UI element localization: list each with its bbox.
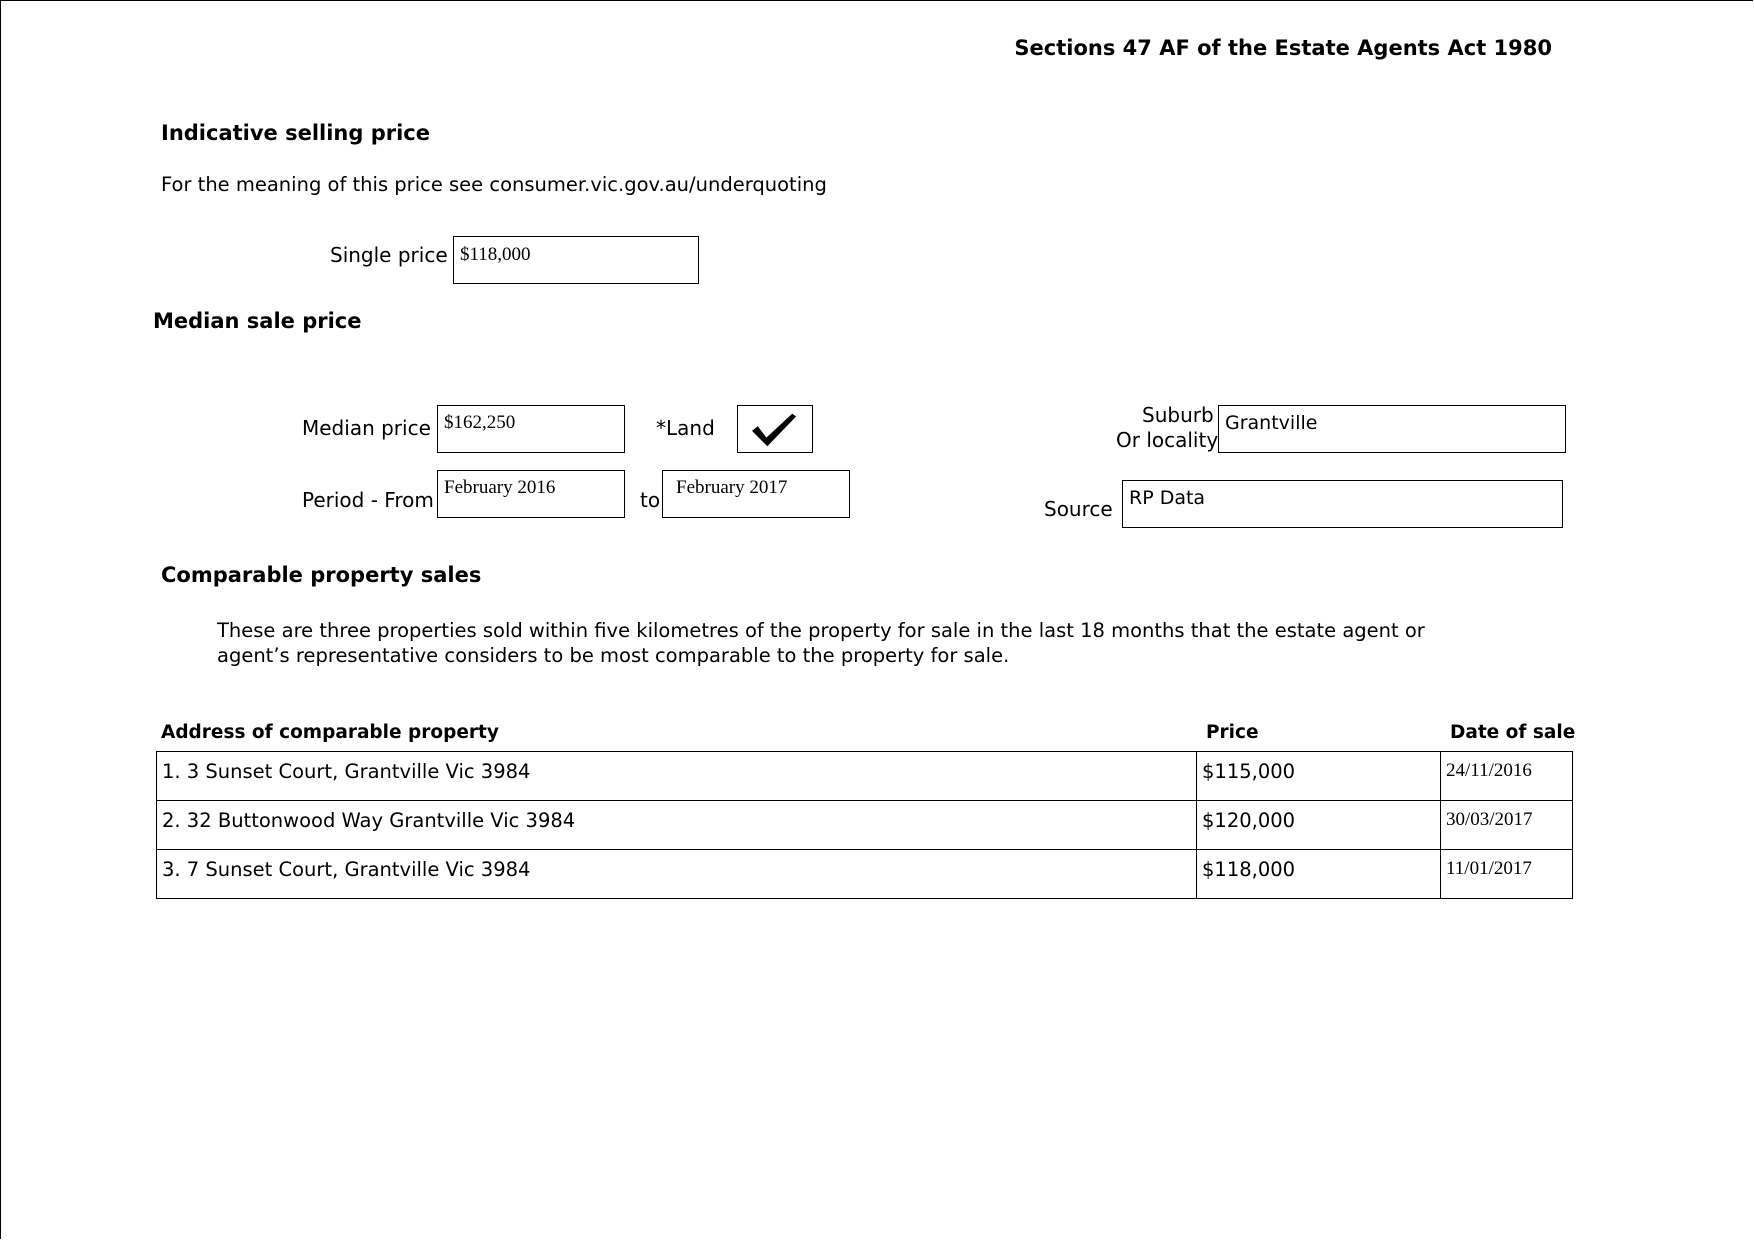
underquoting-note: For the meaning of this price see consumer.vic.gov.au/underquoting bbox=[161, 173, 827, 196]
land-label: *Land bbox=[656, 416, 715, 440]
single-price-field[interactable] bbox=[453, 236, 699, 284]
median-price-heading: Median sale price bbox=[153, 309, 362, 333]
land-checkbox[interactable] bbox=[737, 405, 813, 453]
median-price-field[interactable] bbox=[437, 405, 625, 453]
address-cell: 2. 32 Buttonwood Way Grantville Vic 3984 bbox=[157, 801, 1197, 850]
suburb-label-line2: Or locality bbox=[1116, 428, 1219, 452]
single-price-label: Single price bbox=[330, 243, 448, 267]
suburb-value: Grantville bbox=[1225, 412, 1318, 434]
column-heading-date: Date of sale bbox=[1450, 722, 1576, 743]
comparable-description-line1: These are three properties sold within five kilometres of the property for sale in the last 18 months that the estate agent or bbox=[217, 619, 1425, 642]
table-row bbox=[157, 801, 1573, 850]
indicative-price-heading: Indicative selling price bbox=[161, 121, 431, 145]
period-to-field[interactable] bbox=[662, 470, 850, 518]
date-cell: 24/11/2016 bbox=[1441, 752, 1573, 801]
table-row bbox=[157, 752, 1573, 801]
table-row bbox=[157, 850, 1573, 899]
comparable-sales-heading: Comparable property sales bbox=[161, 563, 482, 587]
median-price-label: Median price bbox=[302, 416, 431, 440]
source-value: RP Data bbox=[1129, 487, 1206, 509]
statute-reference: Sections 47 AF of the Estate Agents Act 1980 bbox=[1014, 36, 1552, 60]
single-price-value: $118,000 bbox=[460, 244, 531, 265]
price-cell: $115,000 bbox=[1197, 752, 1441, 801]
period-from-label: Period - From bbox=[302, 488, 434, 512]
checkmark-icon bbox=[738, 406, 812, 452]
date-cell: 11/01/2017 bbox=[1441, 850, 1573, 899]
column-heading-price: Price bbox=[1206, 722, 1259, 743]
period-to-value: February 2017 bbox=[676, 477, 788, 498]
comparable-description-line2: agent’s representative considers to be most comparable to the property for sale. bbox=[217, 644, 1010, 667]
price-cell: $118,000 bbox=[1197, 850, 1441, 899]
source-field[interactable] bbox=[1122, 480, 1563, 528]
period-from-field[interactable] bbox=[437, 470, 625, 518]
comparable-sales-table bbox=[156, 751, 1573, 899]
date-cell: 30/03/2017 bbox=[1441, 801, 1573, 850]
median-price-value: $162,250 bbox=[444, 412, 516, 433]
address-cell: 1. 3 Sunset Court, Grantville Vic 3984 bbox=[157, 752, 1197, 801]
source-label: Source bbox=[1044, 497, 1113, 521]
address-cell: 3. 7 Sunset Court, Grantville Vic 3984 bbox=[157, 850, 1197, 899]
suburb-field[interactable] bbox=[1218, 405, 1566, 453]
period-to-label: to bbox=[640, 488, 661, 512]
period-from-value: February 2016 bbox=[444, 477, 556, 498]
price-cell: $120,000 bbox=[1197, 801, 1441, 850]
suburb-label-line1: Suburb bbox=[1142, 403, 1214, 427]
column-heading-address: Address of comparable property bbox=[161, 722, 499, 743]
